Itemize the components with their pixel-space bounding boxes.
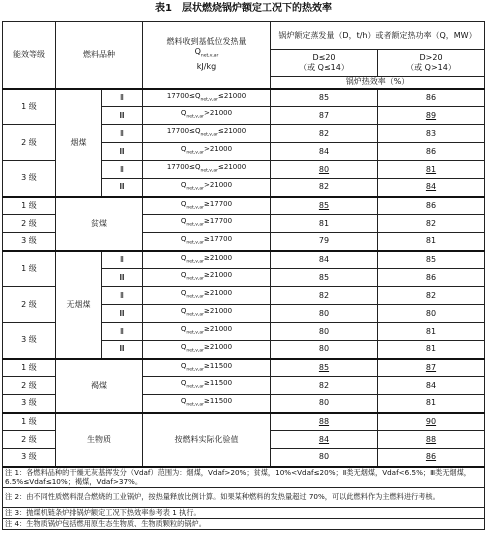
grade-cell: 2 级 — [3, 431, 56, 449]
efficiency-table — [2, 21, 485, 530]
table-note-1: 注 1：各燃料品种的干燥无灰基挥发分（Vdaf）范围为：烟煤，Vdaf>20%；贫煤，10%<Vdaf≤20%；Ⅱ类无烟煤，Vdaf<6.5%；Ⅲ类无烟煤，6.5%≤Vdaf≤10%；褐煤，Vdaf>37%。 — [3, 467, 485, 488]
class-cell: Ⅲ — [102, 305, 143, 323]
fuel-cell-biomass: 生物质 — [56, 413, 143, 467]
table-note-2: 注 2：由不同性质燃料混合燃烧的工业锅炉，按热量释放比例计算。如果某种燃料的发热量超过 70%，可以此燃料作为主燃料进行考核。 — [3, 487, 485, 507]
eff-large-cell: 82 — [378, 287, 485, 305]
header-efficiency: 锅炉热效率（%） — [271, 77, 485, 89]
heat-range-cell: $Q_{net,v,ar}\ge 11500$ — [143, 359, 271, 377]
table-row — [3, 89, 485, 107]
fuel-cell-anthracite: 无烟煤 — [56, 251, 102, 359]
heat-range-cell: $Q_{net,v,ar}\ge 11500$ — [143, 377, 271, 395]
heat-range-cell: $Q_{net,v,ar}\ge 21000$ — [143, 287, 271, 305]
header-heat-value: 燃料收到基低位发热量 $Q_{net,v,ar}$ kJ/kg — [143, 22, 271, 89]
heat-range-cell: $Q_{net,v,ar}\ge 17700$ — [143, 197, 271, 215]
class-cell: Ⅱ — [102, 323, 143, 341]
class-cell: Ⅱ — [102, 251, 143, 269]
eff-small-cell: 85 — [271, 197, 378, 215]
eff-large-cell: 84 — [378, 179, 485, 197]
grade-cell: 1 级 — [3, 197, 56, 215]
class-cell: Ⅲ — [102, 341, 143, 359]
class-cell: Ⅱ — [102, 89, 143, 107]
heat-range-cell-biomass: 按燃料实际化验值 — [143, 413, 271, 467]
table-note-3: 注 3：抛煤机链条炉排锅炉额定工况下热效率参考表 1 执行。 — [3, 507, 485, 518]
eff-large-cell: 86 — [378, 269, 485, 287]
eff-small-cell: 80 — [271, 305, 378, 323]
grade-cell: 3 级 — [3, 161, 56, 197]
grade-cell: 2 级 — [3, 287, 56, 323]
class-cell: Ⅲ — [102, 107, 143, 125]
eff-small-cell: 82 — [271, 377, 378, 395]
eff-large-cell: 87 — [378, 359, 485, 377]
grade-cell: 1 级 — [3, 413, 56, 431]
eff-large-cell: 80 — [378, 305, 485, 323]
class-cell: Ⅱ — [102, 287, 143, 305]
eff-small-cell: 84 — [271, 143, 378, 161]
eff-large-cell: 89 — [378, 107, 485, 125]
heat-range-cell: $Q_{net,v,ar}\ge 21000$ — [143, 323, 271, 341]
eff-large-cell: 81 — [378, 341, 485, 359]
eff-small-cell: 84 — [271, 431, 378, 449]
heat-range-cell: $17700\le Q_{net,v,ar}\le 21000$ — [143, 125, 271, 143]
eff-small-cell: 80 — [271, 449, 378, 467]
table-row — [3, 197, 485, 215]
header-col-small: D≤20 （或 Q≤14） — [271, 50, 378, 77]
grade-cell: 3 级 — [3, 233, 56, 251]
heat-range-cell: $Q_{net,v,ar}\ge 21000$ — [143, 305, 271, 323]
eff-small-cell: 82 — [271, 179, 378, 197]
heat-range-cell: $Q_{net,v,ar}\ge 11500$ — [143, 395, 271, 413]
heat-range-cell: $17700\le Q_{net,v,ar}\le 21000$ — [143, 161, 271, 179]
grade-cell: 3 级 — [3, 395, 56, 413]
eff-large-cell: 81 — [378, 395, 485, 413]
eff-small-cell: 81 — [271, 215, 378, 233]
table-row — [3, 359, 485, 377]
class-cell: Ⅲ — [102, 143, 143, 161]
fuel-cell-bituminous: 烟煤 — [56, 89, 102, 197]
grade-cell: 1 级 — [3, 251, 56, 287]
eff-small-cell: 85 — [271, 89, 378, 107]
table-title: 表1 层状燃烧锅炉额定工况下的热效率 — [155, 3, 332, 14]
class-cell: Ⅲ — [102, 179, 143, 197]
grade-cell: 2 级 — [3, 215, 56, 233]
class-cell: Ⅱ — [102, 161, 143, 179]
header-capacity: 锅炉额定蒸发量（D，t/h）或者额定热功率（Q，MW） — [271, 22, 485, 50]
header-fuel: 燃料品种 — [56, 22, 143, 89]
eff-small-cell: 79 — [271, 233, 378, 251]
grade-cell: 1 级 — [3, 89, 56, 125]
eff-large-cell: 88 — [378, 431, 485, 449]
heat-value-symbol: $Q_{net,v,ar}$ — [194, 47, 219, 60]
eff-small-cell: 80 — [271, 323, 378, 341]
eff-large-cell: 84 — [378, 377, 485, 395]
class-cell: Ⅲ — [102, 269, 143, 287]
class-cell: Ⅱ — [102, 125, 143, 143]
eff-small-cell: 85 — [271, 359, 378, 377]
eff-large-cell: 81 — [378, 323, 485, 341]
eff-small-cell: 80 — [271, 341, 378, 359]
eff-large-cell: 86 — [378, 197, 485, 215]
eff-large-cell: 86 — [378, 449, 485, 467]
fuel-cell-lignite: 褐煤 — [56, 359, 143, 413]
eff-large-cell: 81 — [378, 161, 485, 179]
eff-small-cell: 84 — [271, 251, 378, 269]
eff-small-cell: 80 — [271, 161, 378, 179]
eff-small-cell: 80 — [271, 395, 378, 413]
table-row — [3, 413, 485, 431]
eff-small-cell: 88 — [271, 413, 378, 431]
heat-range-cell: $Q_{net,v,ar}>21000$ — [143, 143, 271, 161]
grade-cell: 2 级 — [3, 377, 56, 395]
header-col-large: D>20 （或 Q>14） — [378, 50, 485, 77]
eff-small-cell: 82 — [271, 287, 378, 305]
heat-range-cell: $17700\le Q_{net,v,ar}\le 21000$ — [143, 89, 271, 107]
heat-range-cell: $Q_{net,v,ar}\ge 21000$ — [143, 341, 271, 359]
grade-cell: 3 级 — [3, 449, 56, 467]
fuel-cell-lean-coal: 贫煤 — [56, 197, 143, 251]
grade-cell: 3 级 — [3, 323, 56, 359]
table-note-4: 注 4：生物质锅炉包括燃用原生态生物质、生物质颗粒的锅炉。 — [3, 518, 485, 529]
eff-small-cell: 82 — [271, 125, 378, 143]
heat-range-cell: $Q_{net,v,ar}>21000$ — [143, 107, 271, 125]
eff-large-cell: 82 — [378, 215, 485, 233]
grade-cell: 1 级 — [3, 359, 56, 377]
eff-large-cell: 83 — [378, 125, 485, 143]
eff-small-cell: 85 — [271, 269, 378, 287]
eff-large-cell: 85 — [378, 251, 485, 269]
heat-range-cell: $Q_{net,v,ar}\ge 21000$ — [143, 269, 271, 287]
eff-small-cell: 87 — [271, 107, 378, 125]
grade-cell: 2 级 — [3, 125, 56, 161]
eff-large-cell: 86 — [378, 143, 485, 161]
heat-range-cell: $Q_{net,v,ar}\ge 21000$ — [143, 251, 271, 269]
heat-range-cell: $Q_{net,v,ar}\ge 17700$ — [143, 233, 271, 251]
table-row — [3, 251, 485, 269]
header-grade: 能效等级 — [3, 22, 56, 89]
heat-range-cell: $Q_{net,v,ar}\ge 17700$ — [143, 215, 271, 233]
eff-large-cell: 90 — [378, 413, 485, 431]
eff-large-cell: 86 — [378, 89, 485, 107]
heat-range-cell: $Q_{net,v,ar}>21000$ — [143, 179, 271, 197]
eff-large-cell: 81 — [378, 233, 485, 251]
